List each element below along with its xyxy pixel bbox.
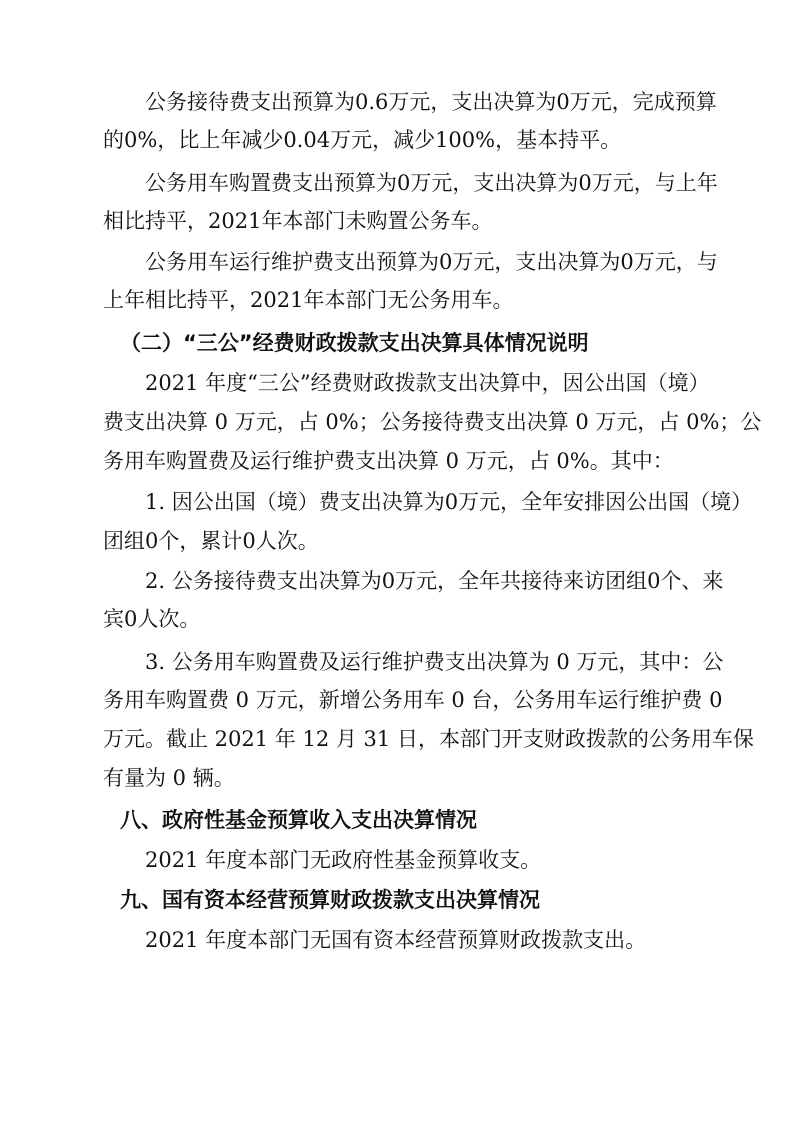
list-item-line: 有量为 0 辆。 (103, 766, 235, 790)
section-heading: 八、政府性基金预算收入支出决算情况 (120, 808, 477, 832)
text-line: 的0%，比上年减少0.04万元，减少100%，基本持平。 (103, 128, 622, 152)
section-subheading: （二）“三公”经费财政拨款支出决算具体情况说明 (120, 331, 589, 355)
list-item-line: 1. 因公出国（境）费支出决算为0万元，全年安排因公出国（境） (145, 490, 753, 514)
text-line: 2021 年度本部门无国有资本经营预算财政拨款支出。 (145, 928, 647, 952)
text-line: 上年相比持平，2021年本部门无公务用车。 (103, 288, 514, 312)
text-line: 费支出决算 0 万元，占 0%；公务接待费支出决算 0 万元，占 0%；公 (103, 410, 762, 434)
text-line: 务用车购置费及运行维护费支出决算 0 万元，占 0%。其中： (103, 449, 674, 473)
text-line: 2021 年度本部门无政府性基金预算收支。 (145, 848, 542, 872)
text-line: 相比持平，2021年本部门未购置公务车。 (103, 209, 493, 233)
text-line: 2021 年度“三公”经费财政拨款支出决算中，因公出国（境） (145, 371, 710, 395)
list-item-line: 万元。截止 2021 年 12 月 31 日，本部门开支财政拨款的公务用车保 (103, 727, 754, 751)
list-item-line: 宾0人次。 (103, 607, 201, 631)
text-line: 公务用车购置费支出预算为0万元，支出决算为0万元，与上年 (145, 171, 718, 195)
section-heading: 九、国有资本经营预算财政拨款支出决算情况 (120, 888, 540, 912)
list-item-line: 3. 公务用车购置费及运行维护费支出决算为 0 万元，其中：公 (145, 650, 724, 674)
list-item-line: 2. 公务接待费支出决算为0万元，全年共接待来访团组0个、来 (145, 569, 724, 593)
text-line: 公务用车运行维护费支出预算为0万元，支出决算为0万元，与 (145, 250, 718, 274)
list-item-line: 务用车购置费 0 万元，新增公务用车 0 台，公务用车运行维护费 0 (103, 688, 723, 712)
list-item-line: 团组0个，累计0人次。 (103, 529, 319, 553)
text-line: 公务接待费支出预算为0.6万元，支出决算为0万元，完成预算 (145, 90, 717, 114)
